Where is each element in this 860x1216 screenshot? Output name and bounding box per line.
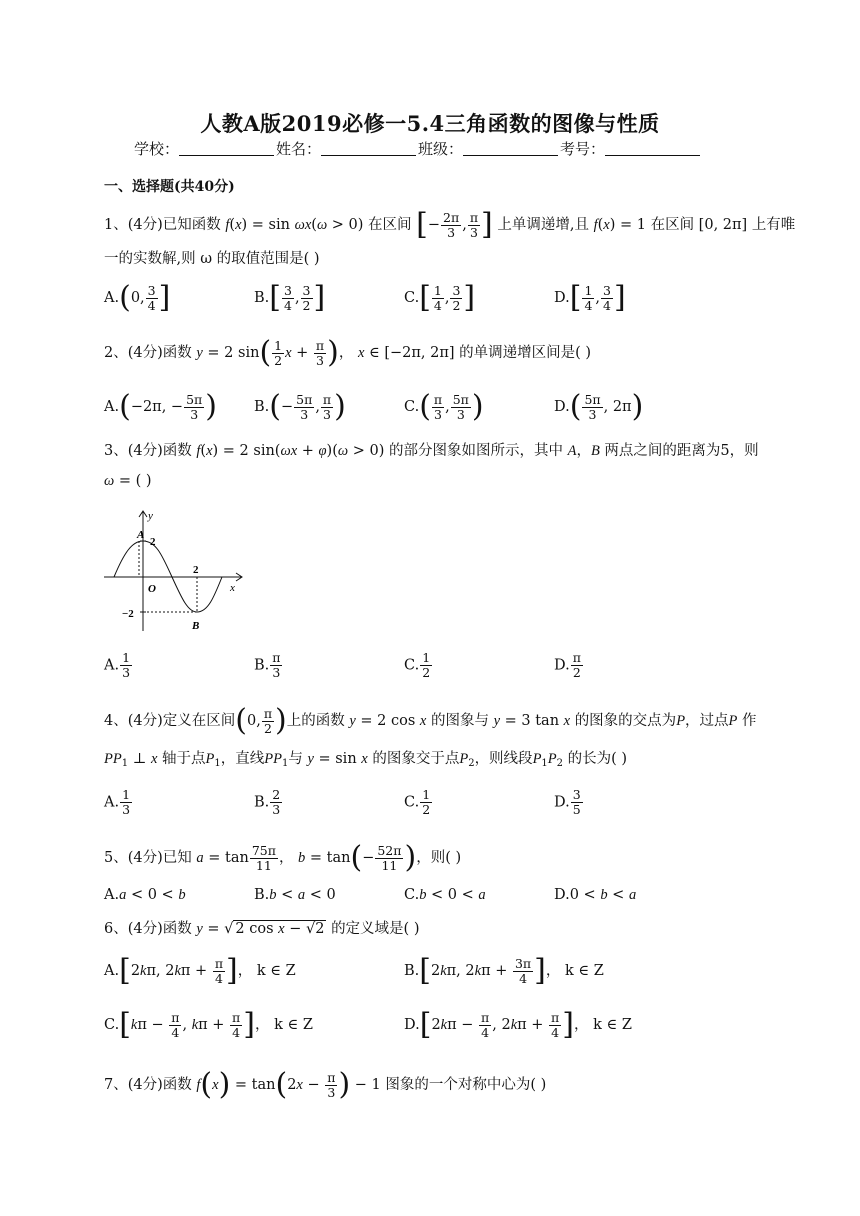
- q5-option-a[interactable]: A.a < 0 < b: [104, 887, 186, 903]
- q3-option-d[interactable]: D. $\frac{\pi}{2}$: [554, 650, 581, 680]
- q3-option-b[interactable]: B. $\frac{\pi}{3}$: [254, 650, 281, 680]
- question-6: 6、(4分)函数 y = √ 2 cos x − √2 的定义域是( ): [104, 921, 420, 937]
- school-blank[interactable]: [179, 141, 274, 156]
- q4-option-a[interactable]: A. $\frac{1}{3}$: [104, 787, 131, 817]
- q1-option-c[interactable]: C.[ $\frac{1}{4}$ , $\frac{3}{2}$ ]: [404, 280, 476, 315]
- graph-tick-2-y: 2: [150, 536, 156, 548]
- question-4-line-2: $PP_1$ ⊥ x 轴于点$P_1$，直线$PP_1$与 y = sin x 的图象交于点$P_2$，则线段$P_1P_2$ 的长为( ): [104, 751, 628, 769]
- name-label: 姓名：: [276, 140, 322, 158]
- question-1: 1、(4分)已知函数 f(x) = sin ωx(ω > 0) 在区间 [− $\frac{2\pi}{3}$ , $\frac{\pi}{3}$ ] 上单调递增,且 f(x) = 1 在区间 [0, 2π] 上有唯: [104, 207, 796, 242]
- q5-option-b[interactable]: B.b < a < 0: [254, 887, 336, 903]
- class-blank[interactable]: [463, 141, 558, 156]
- graph-x-label: x: [230, 582, 235, 594]
- exam-number-label: 考号：: [560, 140, 606, 158]
- question-4: 4、(4分)定义在区间(0, $\frac{\pi}{2}$ )上的函数 y = 2 cos x 的图象与 y = 3 tan x 的图象的交点为P，过点P 作: [104, 703, 757, 738]
- q4-option-d[interactable]: D. $\frac{3}{5}$: [554, 787, 581, 817]
- q5-option-d[interactable]: D.0 < b < a: [554, 887, 637, 903]
- question-5: 5、(4分)已知 a = tan $\frac{75\pi}{11}$ ， b = tan(− $\frac{52\pi}{11}$ )，则( ): [104, 840, 462, 875]
- q4-option-b[interactable]: B. $\frac{2}{3}$: [254, 787, 281, 817]
- graph-tick-neg2-y: −2: [122, 608, 134, 620]
- graph-point-b-label: B: [192, 620, 200, 632]
- name-blank[interactable]: [321, 141, 416, 156]
- q6-option-a[interactable]: A.[2kπ, 2kπ + $\frac{\pi}{4}$ ]， k ∈ Z: [104, 953, 296, 988]
- school-label: 学校：: [134, 140, 180, 158]
- question-2: 2、(4分)函数 y = 2 sin( $\frac{1}{2}$ x + $\frac{\pi}{3}$ )， x ∈ [−2π, 2π] 的单调递增区间是( ): [104, 335, 592, 370]
- question-7: 7、(4分)函数 f(x) = tan(2x − $\frac{\pi}{3}$ ) − 1 图象的一个对称中心为( ): [104, 1067, 547, 1102]
- q3-option-c[interactable]: C. $\frac{1}{2}$: [404, 650, 431, 680]
- graph-y-label: y: [148, 510, 153, 522]
- student-info-row: [134, 138, 702, 159]
- q6-option-c[interactable]: C.[kπ − $\frac{\pi}{4}$ , kπ + $\frac{\pi}{4}$ ]， k ∈ Z: [104, 1007, 313, 1042]
- q1-option-b[interactable]: B.[ $\frac{3}{4}$ , $\frac{3}{2}$ ]: [254, 280, 326, 315]
- q2-option-b[interactable]: B.(− $\frac{5\pi}{3}$ , $\frac{\pi}{3}$ ): [254, 389, 346, 424]
- q6-option-b[interactable]: B.[2kπ, 2kπ + $\frac{3\pi}{4}$ ]， k ∈ Z: [404, 953, 604, 988]
- question-1-line-2: 一的实数解,则 ω 的取值范围是( ): [104, 251, 320, 267]
- class-label: 班级：: [418, 140, 464, 158]
- graph-origin-label: O: [148, 583, 156, 595]
- exam-number-blank[interactable]: [605, 141, 700, 156]
- q3-option-a[interactable]: A. $\frac{1}{3}$: [104, 650, 131, 680]
- q6-option-d[interactable]: D.[2kπ − $\frac{\pi}{4}$ , 2kπ + $\frac{\pi}{4}$ ]， k ∈ Z: [404, 1007, 632, 1042]
- question-3: 3、(4分)函数 f(x) = 2 sin(ωx + φ)(ω > 0) 的部分图象如图所示，其中 A，B 两点之间的距离为5，则: [104, 443, 759, 459]
- q2-option-a[interactable]: A.(−2π, − $\frac{5\pi}{3}$ ): [104, 389, 217, 424]
- graph-tick-2-x: 2: [193, 564, 199, 576]
- page-title: 人教A版2019必修一5.4三角函数的图像与性质: [200, 111, 660, 136]
- q4-option-c[interactable]: C. $\frac{1}{2}$: [404, 787, 431, 817]
- q1-option-d[interactable]: D.[ $\frac{1}{4}$ , $\frac{3}{4}$ ]: [554, 280, 626, 315]
- graph-point-a-label: A: [137, 529, 145, 541]
- section-heading: 一、选择题(共40分): [104, 179, 235, 195]
- q5-option-c[interactable]: C.b < 0 < a: [404, 887, 486, 903]
- q2-option-d[interactable]: D.( $\frac{5\pi}{3}$ , 2π): [554, 389, 644, 424]
- q1-option-a[interactable]: A.(0, $\frac{3}{4}$ ]: [104, 280, 171, 315]
- q2-option-c[interactable]: C.( $\frac{\pi}{3}$ , $\frac{5\pi}{3}$ ): [404, 389, 484, 424]
- question-3-line-2: ω = ( ): [104, 473, 152, 489]
- sine-graph-figure: [100, 505, 250, 635]
